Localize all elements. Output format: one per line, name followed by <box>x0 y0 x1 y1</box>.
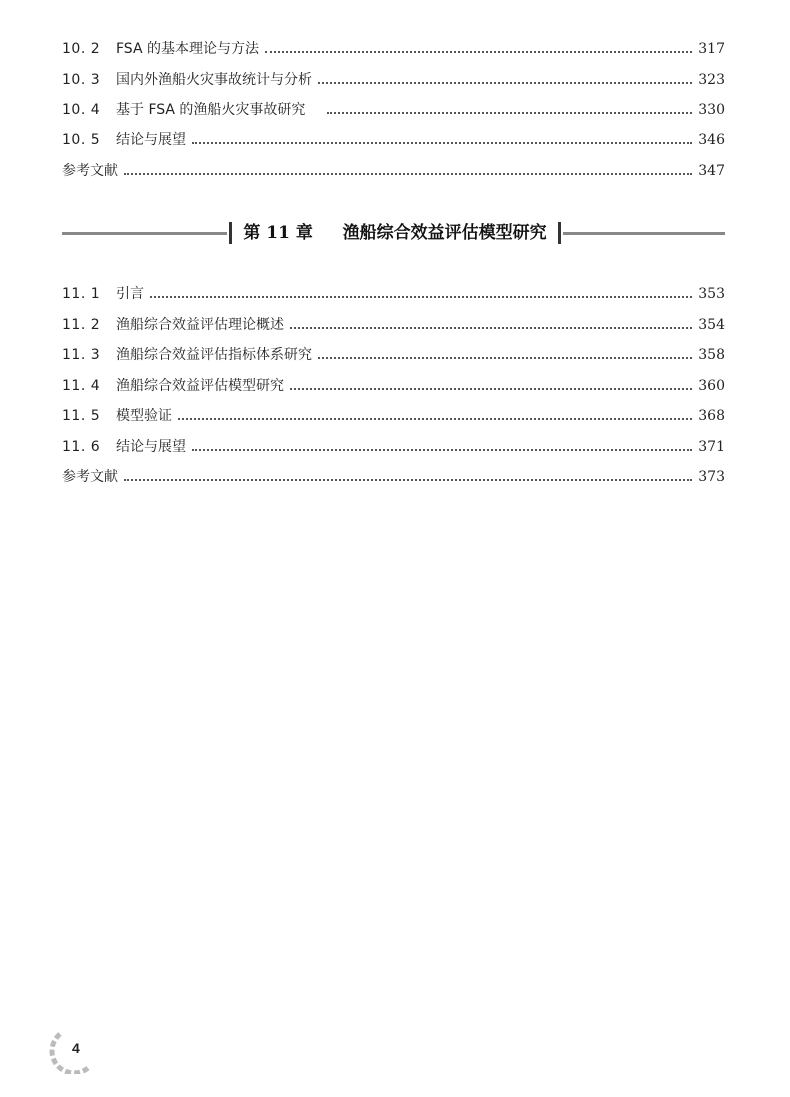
rule-bar <box>558 222 561 244</box>
section-title: 渔船综合效益评估理论概述 <box>116 317 284 333</box>
page-ref: 353 <box>698 286 725 302</box>
dot-leader <box>265 51 692 53</box>
toc-entry[interactable] <box>62 375 725 397</box>
page-ref: 330 <box>698 102 725 118</box>
section-title: 结论与展望 <box>116 132 186 148</box>
section-title: 基于 FSA 的渔船火灾事故研究 <box>116 102 306 118</box>
toc-entry[interactable] <box>62 129 725 151</box>
section-title: 结论与展望 <box>116 439 186 455</box>
toc-entry[interactable] <box>62 344 725 366</box>
section-number: 10. 5 <box>62 132 101 148</box>
chapter-heading <box>62 220 725 248</box>
page-ref: 358 <box>698 347 725 363</box>
section-number: 11. 6 <box>62 439 101 455</box>
toc-entry[interactable] <box>62 69 725 91</box>
page-ref: 360 <box>698 378 725 394</box>
toc-entry[interactable] <box>62 99 725 121</box>
section-number: 11. 3 <box>62 347 101 363</box>
section-title: FSA 的基本理论与方法 <box>116 41 259 57</box>
toc-entry[interactable] <box>62 436 725 458</box>
section-number: 11. 4 <box>62 378 101 394</box>
dot-leader <box>178 418 692 420</box>
section-number: 10. 4 <box>62 102 101 118</box>
page-corner-arc-icon <box>48 1030 92 1074</box>
dot-leader <box>290 388 692 390</box>
toc-entry[interactable] <box>62 283 725 305</box>
section-title: 引言 <box>116 286 144 302</box>
rule-line <box>563 232 725 235</box>
rule-line <box>62 232 227 235</box>
section-title: 渔船综合效益评估模型研究 <box>116 378 284 394</box>
page-ref: 317 <box>698 41 725 57</box>
toc-entry[interactable] <box>62 160 725 182</box>
page-ref: 373 <box>698 469 725 485</box>
section-number: 10. 2 <box>62 41 101 57</box>
rule-bar <box>229 222 232 244</box>
dot-leader <box>327 112 692 114</box>
page-ref: 323 <box>698 72 725 88</box>
toc-entry[interactable] <box>62 38 725 60</box>
page-ref: 371 <box>698 439 725 455</box>
dot-leader <box>192 449 692 451</box>
dot-leader <box>124 173 692 175</box>
section-number: 11. 5 <box>62 408 101 424</box>
dot-leader <box>318 82 692 84</box>
page-ref: 346 <box>698 132 725 148</box>
chapter-name: 渔船综合效益评估模型研究 <box>342 223 547 243</box>
section-number: 11. 2 <box>62 317 101 333</box>
page-ref: 368 <box>698 408 725 424</box>
chapter-title <box>234 220 556 246</box>
toc-entry[interactable] <box>62 405 725 427</box>
page-ref: 347 <box>698 163 725 179</box>
section-title: 渔船综合效益评估指标体系研究 <box>116 347 312 363</box>
section-title: 参考文献 <box>62 163 118 179</box>
section-title: 国内外渔船火灾事故统计与分析 <box>116 72 312 88</box>
page-ref: 354 <box>698 317 725 333</box>
section-title: 模型验证 <box>116 408 172 424</box>
dot-leader <box>124 479 692 481</box>
section-title: 参考文献 <box>62 469 118 485</box>
section-number: 11. 1 <box>62 286 101 302</box>
dot-leader <box>290 327 692 329</box>
chapter-label: 第 11 章 <box>243 223 313 243</box>
toc-entry[interactable] <box>62 466 725 488</box>
dot-leader <box>192 142 692 144</box>
page-number: 4 <box>72 1040 80 1056</box>
dot-leader <box>318 357 692 359</box>
toc-entry[interactable] <box>62 314 725 336</box>
dot-leader <box>150 296 692 298</box>
section-number: 10. 3 <box>62 72 101 88</box>
